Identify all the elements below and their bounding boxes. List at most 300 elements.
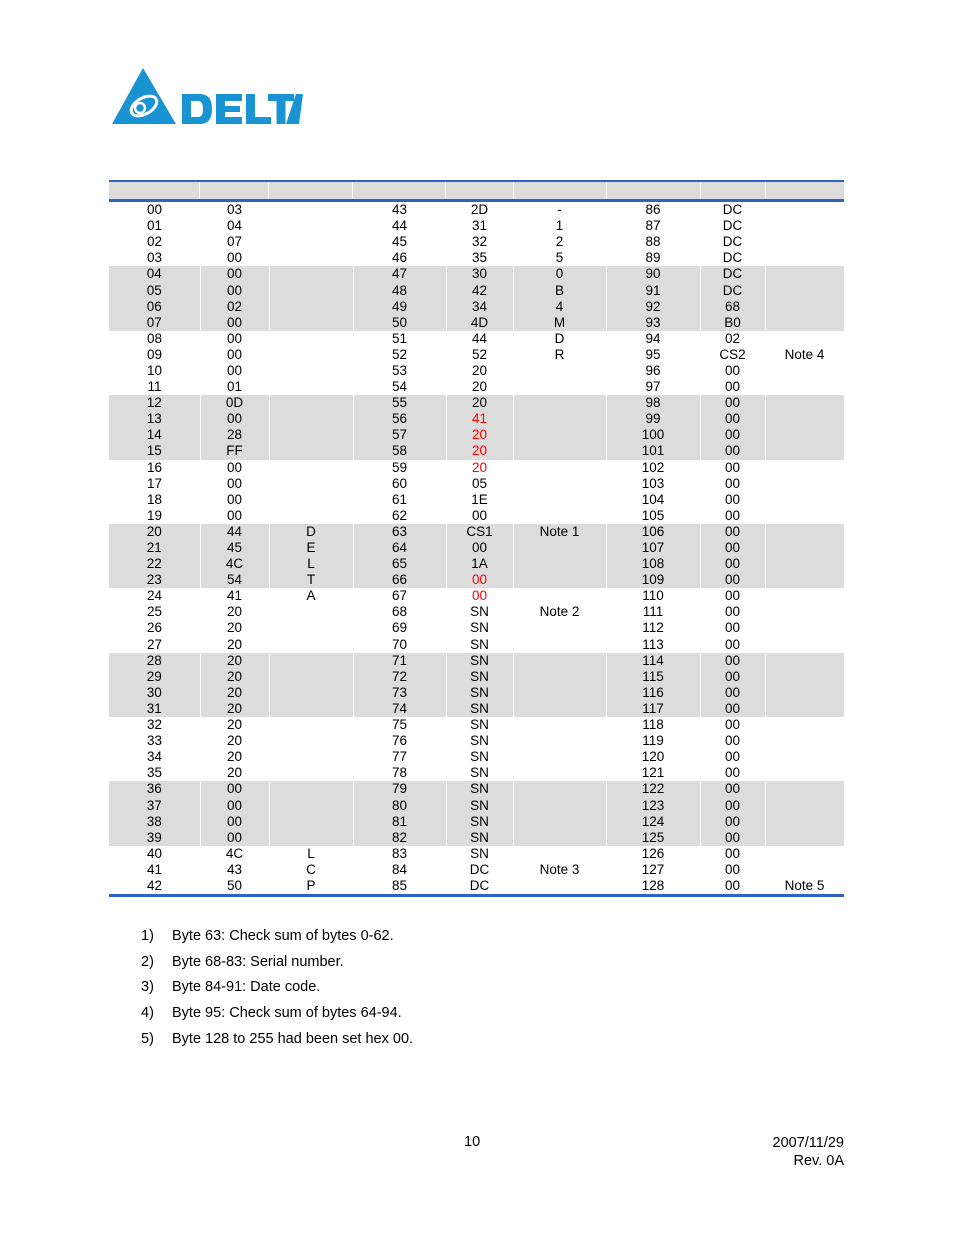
cell-note: [765, 637, 844, 653]
cell-byte-a: 33: [146, 733, 163, 749]
cell-note: [765, 749, 844, 765]
cell-ascii-a: [269, 395, 353, 411]
table-row: [109, 765, 844, 781]
cell-byte-a: 03: [146, 250, 163, 266]
table-bottom-rule: [109, 894, 844, 897]
cell-value-a: 20: [226, 765, 243, 781]
cell-value-b: SN: [470, 749, 489, 765]
table-row: [109, 218, 844, 234]
cell-value-b: 35: [471, 250, 488, 266]
cell-value-b: 1E: [471, 491, 488, 507]
table-body: [109, 202, 844, 894]
cell-byte-b: 54: [391, 379, 408, 395]
cell-ascii-a: [269, 331, 353, 347]
cell-value-c: 00: [724, 362, 741, 378]
cell-byte-b: 48: [353, 282, 446, 298]
cell-value-c: 00: [724, 588, 741, 604]
table-row: [109, 363, 844, 379]
cell-byte-b: 58: [353, 443, 446, 459]
cell-byte-c: 98: [606, 395, 700, 411]
cell-value-b: DC: [469, 877, 490, 893]
table-row: [109, 830, 844, 846]
cell-ascii-b: [513, 379, 606, 395]
cell-ascii-a: [269, 218, 353, 234]
cell-ascii-a: [269, 476, 353, 492]
footer-date: 2007/11/29: [772, 1135, 844, 1151]
cell-value-c: 00: [724, 717, 741, 733]
cell-byte-c: 117: [606, 701, 700, 717]
cell-value-c: 00: [724, 491, 741, 507]
cell-note: [765, 717, 844, 733]
cell-byte-b: 45: [391, 234, 408, 250]
cell-byte-a: 37: [109, 797, 200, 813]
cell-ascii-a: [269, 250, 353, 266]
cell-byte-c: 110: [642, 588, 664, 604]
cell-value-c: 00: [700, 572, 765, 588]
cell-value-a: 20: [200, 669, 269, 685]
cell-ascii-b: [513, 540, 606, 556]
cell-byte-a: 22: [109, 556, 200, 572]
cell-value-c: DC: [722, 202, 743, 218]
cell-ascii-a: [269, 234, 353, 250]
cell-ascii-a: [269, 508, 353, 524]
cell-value-a: 4C: [200, 556, 269, 572]
cell-byte-b: 63: [353, 524, 446, 540]
cell-value-b: 00: [446, 540, 513, 556]
cell-byte-c: 127: [641, 861, 665, 877]
cell-value-a: 41: [226, 588, 243, 604]
cell-note: [765, 620, 844, 636]
cell-byte-a: 40: [146, 845, 163, 861]
cell-byte-b: 43: [391, 202, 408, 218]
cell-ascii-b: [513, 572, 606, 588]
table-row: [109, 653, 844, 669]
cell-byte-a: 36: [109, 781, 200, 797]
cell-note: [765, 540, 844, 556]
table-row: [109, 797, 844, 813]
cell-ascii-b: [513, 620, 606, 636]
cell-value-c: 00: [724, 507, 741, 523]
cell-byte-c: 121: [641, 765, 665, 781]
cell-value-c: DC: [700, 266, 765, 282]
cell-ascii-b: [513, 653, 606, 669]
cell-value-c: 68: [700, 299, 765, 315]
cell-value-c: 00: [700, 443, 765, 459]
cell-byte-a: 06: [109, 299, 200, 315]
cell-byte-c: 97: [645, 379, 661, 395]
cell-note: [765, 202, 844, 218]
cell-ascii-b: [513, 797, 606, 813]
cell-byte-c: 112: [642, 620, 664, 636]
cell-ascii-a: E: [269, 540, 353, 556]
cell-byte-c: 118: [642, 717, 664, 733]
cell-byte-c: 91: [606, 282, 700, 298]
cell-note: [765, 492, 844, 508]
cell-byte-c: 111: [642, 604, 664, 620]
cell-value-a: 0D: [200, 395, 269, 411]
cell-value-c: 00: [700, 701, 765, 717]
cell-value-b: 00: [471, 588, 488, 604]
table-row: [109, 427, 844, 443]
cell-ascii-a: [269, 460, 353, 476]
cell-note: [765, 862, 844, 878]
cell-byte-a: 31: [109, 701, 200, 717]
cell-value-b: 20: [471, 362, 488, 378]
cell-byte-a: 34: [146, 749, 163, 765]
cell-byte-b: 65: [353, 556, 446, 572]
cell-note: [765, 556, 844, 572]
cell-value-a: 28: [200, 427, 269, 443]
cell-ascii-a: [269, 814, 353, 830]
table-row: [109, 701, 844, 717]
cell-ascii-a: [269, 637, 353, 653]
cell-value-c: 00: [700, 685, 765, 701]
cell-value-c: 02: [724, 330, 741, 346]
cell-ascii-b: 4: [513, 299, 606, 315]
cell-byte-a: 01: [146, 218, 163, 234]
cell-note: [765, 363, 844, 379]
note-item: 1) Byte 63: Check sum of bytes 0-62.: [141, 928, 394, 944]
cell-byte-a: 23: [109, 572, 200, 588]
table-row: [109, 749, 844, 765]
cell-note: [765, 781, 844, 797]
table-row: [109, 347, 844, 363]
table-row: [109, 814, 844, 830]
cell-value-a: 02: [200, 299, 269, 315]
cell-value-b: SN: [446, 653, 513, 669]
cell-byte-c: 105: [641, 507, 665, 523]
cell-value-b: SN: [446, 797, 513, 813]
cell-byte-c: 109: [606, 572, 700, 588]
cell-byte-a: 42: [146, 877, 163, 893]
cell-value-c: 00: [724, 749, 741, 765]
cell-ascii-b: [513, 685, 606, 701]
cell-value-a: 00: [200, 830, 269, 846]
cell-value-b: SN: [470, 845, 489, 861]
cell-ascii-b: B: [513, 282, 606, 298]
cell-byte-b: 44: [391, 218, 408, 234]
cell-byte-b: 50: [353, 315, 446, 331]
cell-value-a: 00: [226, 507, 243, 523]
cell-byte-c: 114: [606, 653, 700, 669]
cell-value-a: 4C: [225, 845, 244, 861]
cell-byte-c: 128: [641, 877, 665, 893]
cell-byte-a: 17: [146, 475, 163, 491]
cell-byte-a: 04: [109, 266, 200, 282]
cell-value-c: 00: [724, 765, 741, 781]
cell-ascii-b: [513, 363, 606, 379]
cell-ascii-a: [269, 717, 353, 733]
cell-byte-c: 113: [642, 636, 664, 652]
table-row: [109, 315, 844, 331]
cell-ascii-b: [513, 508, 606, 524]
cell-value-a: 54: [200, 572, 269, 588]
cell-ascii-b: 1: [555, 218, 564, 234]
cell-note: [765, 814, 844, 830]
table-row: [109, 379, 844, 395]
cell-ascii-a: [269, 315, 353, 331]
cell-byte-a: 41: [146, 861, 163, 877]
cell-value-c: 00: [700, 814, 765, 830]
cell-value-a: 20: [226, 604, 243, 620]
cell-value-a: 07: [226, 234, 243, 250]
cell-value-a: 00: [226, 459, 243, 475]
cell-byte-a: 19: [146, 507, 163, 523]
cell-note: [765, 299, 844, 315]
cell-note: [765, 476, 844, 492]
cell-value-b: SN: [446, 685, 513, 701]
eeprom-table: [109, 180, 844, 897]
cell-ascii-a: [269, 492, 353, 508]
table-row: [109, 331, 844, 347]
cell-value-b: CS1: [446, 524, 513, 540]
cell-value-b: 34: [446, 299, 513, 315]
cell-byte-c: 93: [606, 315, 700, 331]
table-row: [109, 846, 844, 862]
cell-note: [765, 282, 844, 298]
cell-ascii-b: [513, 588, 606, 604]
cell-value-c: DC: [722, 250, 743, 266]
table-row: [109, 395, 844, 411]
cell-byte-a: 05: [109, 282, 200, 298]
table-row: [109, 443, 844, 459]
cell-value-a: 00: [226, 330, 243, 346]
note-item: 5) Byte 128 to 255 had been set hex 00.: [141, 1030, 414, 1047]
cell-ascii-b: 2: [555, 234, 564, 250]
cell-byte-a: 12: [109, 395, 200, 411]
cell-ascii-a: [269, 733, 353, 749]
table-row: [109, 669, 844, 685]
cell-byte-a: 08: [146, 330, 163, 346]
cell-value-b: 2D: [470, 202, 489, 218]
cell-ascii-a: T: [269, 572, 353, 588]
cell-ascii-b: Note 3: [539, 861, 580, 877]
cell-byte-c: 106: [606, 524, 700, 540]
cell-value-c: 00: [724, 845, 741, 861]
table-row: [109, 556, 844, 572]
table-row: [109, 572, 844, 588]
cell-byte-c: 99: [606, 411, 700, 427]
cell-byte-a: 15: [109, 443, 200, 459]
cell-value-b: SN: [470, 636, 489, 652]
cell-note: [765, 395, 844, 411]
cell-note: [765, 427, 844, 443]
cell-ascii-b: [513, 556, 606, 572]
cell-ascii-b: [513, 717, 606, 733]
cell-byte-a: 10: [146, 362, 163, 378]
cell-value-a: 44: [200, 524, 269, 540]
cell-value-b: 20: [471, 379, 488, 395]
cell-byte-b: 49: [353, 299, 446, 315]
cell-value-b: SN: [470, 604, 489, 620]
footer-revision-block: [773, 1134, 845, 1170]
cell-value-c: 00: [724, 861, 741, 877]
cell-byte-a: 02: [146, 234, 163, 250]
cell-ascii-b: [513, 701, 606, 717]
table-row: [109, 282, 844, 298]
cell-note: [765, 331, 844, 347]
cell-byte-a: 00: [146, 202, 163, 218]
cell-byte-b: 72: [353, 669, 446, 685]
cell-byte-c: 104: [641, 491, 665, 507]
cell-ascii-a: [269, 266, 353, 282]
cell-ascii-b: [513, 460, 606, 476]
cell-byte-b: 76: [391, 733, 408, 749]
cell-note: [765, 669, 844, 685]
cell-note: [765, 797, 844, 813]
cell-value-c: B0: [700, 315, 765, 331]
cell-byte-b: 83: [391, 845, 408, 861]
cell-value-a: 00: [226, 346, 243, 362]
cell-ascii-b: D: [554, 330, 565, 346]
cell-note: [765, 508, 844, 524]
cell-note: [765, 604, 844, 620]
cell-value-b: 44: [471, 330, 488, 346]
cell-byte-c: 123: [606, 797, 700, 813]
cell-byte-b: 53: [391, 362, 408, 378]
cell-byte-c: 126: [641, 845, 665, 861]
note-item: 2) Byte 68-83: Serial number.: [141, 953, 344, 970]
cell-byte-a: 21: [109, 540, 200, 556]
cell-value-a: 00: [226, 250, 243, 266]
cell-value-a: 20: [200, 701, 269, 717]
cell-note: [765, 524, 844, 540]
table-row: [109, 460, 844, 476]
cell-ascii-a: A: [306, 588, 316, 604]
cell-value-a: 01: [226, 379, 243, 395]
cell-byte-c: 120: [641, 749, 665, 765]
cell-ascii-a: D: [269, 524, 353, 540]
cell-ascii-a: P: [306, 877, 316, 893]
page-number: 10: [464, 1134, 481, 1150]
cell-value-a: 50: [226, 877, 243, 893]
cell-byte-b: 67: [391, 588, 408, 604]
cell-byte-c: 119: [642, 733, 664, 749]
footer-revision: Rev. 0A: [793, 1153, 844, 1169]
cell-value-c: 00: [724, 459, 741, 475]
cell-byte-c: 89: [645, 250, 661, 266]
cell-value-b: SN: [470, 620, 489, 636]
cell-note: Note 4: [784, 346, 825, 362]
cell-note: [765, 733, 844, 749]
cell-note: [765, 588, 844, 604]
cell-ascii-a: [269, 282, 353, 298]
cell-ascii-b: [513, 814, 606, 830]
cell-value-b: 05: [471, 475, 488, 491]
cell-ascii-a: [269, 443, 353, 459]
cell-note: [765, 218, 844, 234]
table-row: [109, 540, 844, 556]
cell-ascii-a: [269, 669, 353, 685]
cell-value-b: SN: [446, 669, 513, 685]
cell-value-c: 00: [700, 395, 765, 411]
cell-byte-c: 116: [606, 685, 700, 701]
cell-byte-b: 85: [391, 877, 408, 893]
note-item: 3) Byte 84-91: Date code.: [141, 979, 321, 996]
cell-value-a: 20: [226, 620, 243, 636]
cell-byte-c: 108: [606, 556, 700, 572]
cell-ascii-a: [269, 379, 353, 395]
cell-byte-b: 56: [353, 411, 446, 427]
cell-byte-c: 86: [645, 202, 661, 218]
cell-byte-a: 27: [146, 636, 163, 652]
cell-value-b: SN: [446, 701, 513, 717]
cell-byte-b: 79: [353, 781, 446, 797]
cell-byte-b: 61: [391, 491, 408, 507]
cell-byte-c: 122: [606, 781, 700, 797]
cell-ascii-b: [513, 476, 606, 492]
notes-list: [141, 926, 413, 1054]
cell-value-c: CS2: [719, 346, 746, 362]
table-row: [109, 524, 844, 540]
cell-byte-b: 80: [353, 797, 446, 813]
cell-ascii-b: [513, 781, 606, 797]
table-row: [109, 250, 844, 266]
cell-value-a: 00: [200, 814, 269, 830]
cell-byte-b: 51: [391, 330, 408, 346]
cell-value-c: DC: [722, 218, 743, 234]
cell-byte-b: 55: [353, 395, 446, 411]
cell-ascii-b: [513, 411, 606, 427]
cell-ascii-b: Note 2: [539, 604, 580, 620]
cell-value-b: 4D: [446, 315, 513, 331]
cell-value-c: 00: [724, 620, 741, 636]
cell-byte-a: 29: [109, 669, 200, 685]
table-row: [109, 733, 844, 749]
cell-value-b: SN: [446, 830, 513, 846]
table-row: [109, 862, 844, 878]
table-row: [109, 299, 844, 315]
cell-value-b: SN: [446, 814, 513, 830]
table-row: [109, 717, 844, 733]
cell-ascii-b: [513, 443, 606, 459]
table-row: [109, 234, 844, 250]
cell-value-a: 43: [226, 861, 243, 877]
cell-ascii-a: [269, 604, 353, 620]
cell-byte-c: 124: [606, 814, 700, 830]
cell-note: [765, 765, 844, 781]
cell-ascii-b: [513, 830, 606, 846]
cell-value-b: SN: [470, 765, 489, 781]
cell-byte-c: 125: [606, 830, 700, 846]
cell-value-a: 00: [200, 411, 269, 427]
cell-byte-c: 88: [645, 234, 661, 250]
cell-value-c: 00: [700, 830, 765, 846]
cell-note: [765, 653, 844, 669]
cell-value-b: SN: [470, 717, 489, 733]
cell-value-c: 00: [724, 733, 741, 749]
cell-note: [765, 411, 844, 427]
cell-value-c: DC: [722, 234, 743, 250]
cell-byte-a: 09: [146, 346, 163, 362]
cell-ascii-a: [269, 765, 353, 781]
table-row: [109, 411, 844, 427]
cell-ascii-b: [513, 637, 606, 653]
cell-note: [765, 266, 844, 282]
cell-byte-a: 35: [146, 765, 163, 781]
cell-byte-a: 30: [109, 685, 200, 701]
cell-value-a: 20: [226, 717, 243, 733]
cell-note: [765, 830, 844, 846]
cell-byte-a: 39: [109, 830, 200, 846]
table-row: [109, 685, 844, 701]
cell-byte-c: 100: [606, 427, 700, 443]
cell-value-b: 42: [446, 282, 513, 298]
cell-byte-b: 77: [391, 749, 408, 765]
cell-value-b: 41: [446, 411, 513, 427]
table-row: [109, 637, 844, 653]
cell-ascii-a: [269, 701, 353, 717]
